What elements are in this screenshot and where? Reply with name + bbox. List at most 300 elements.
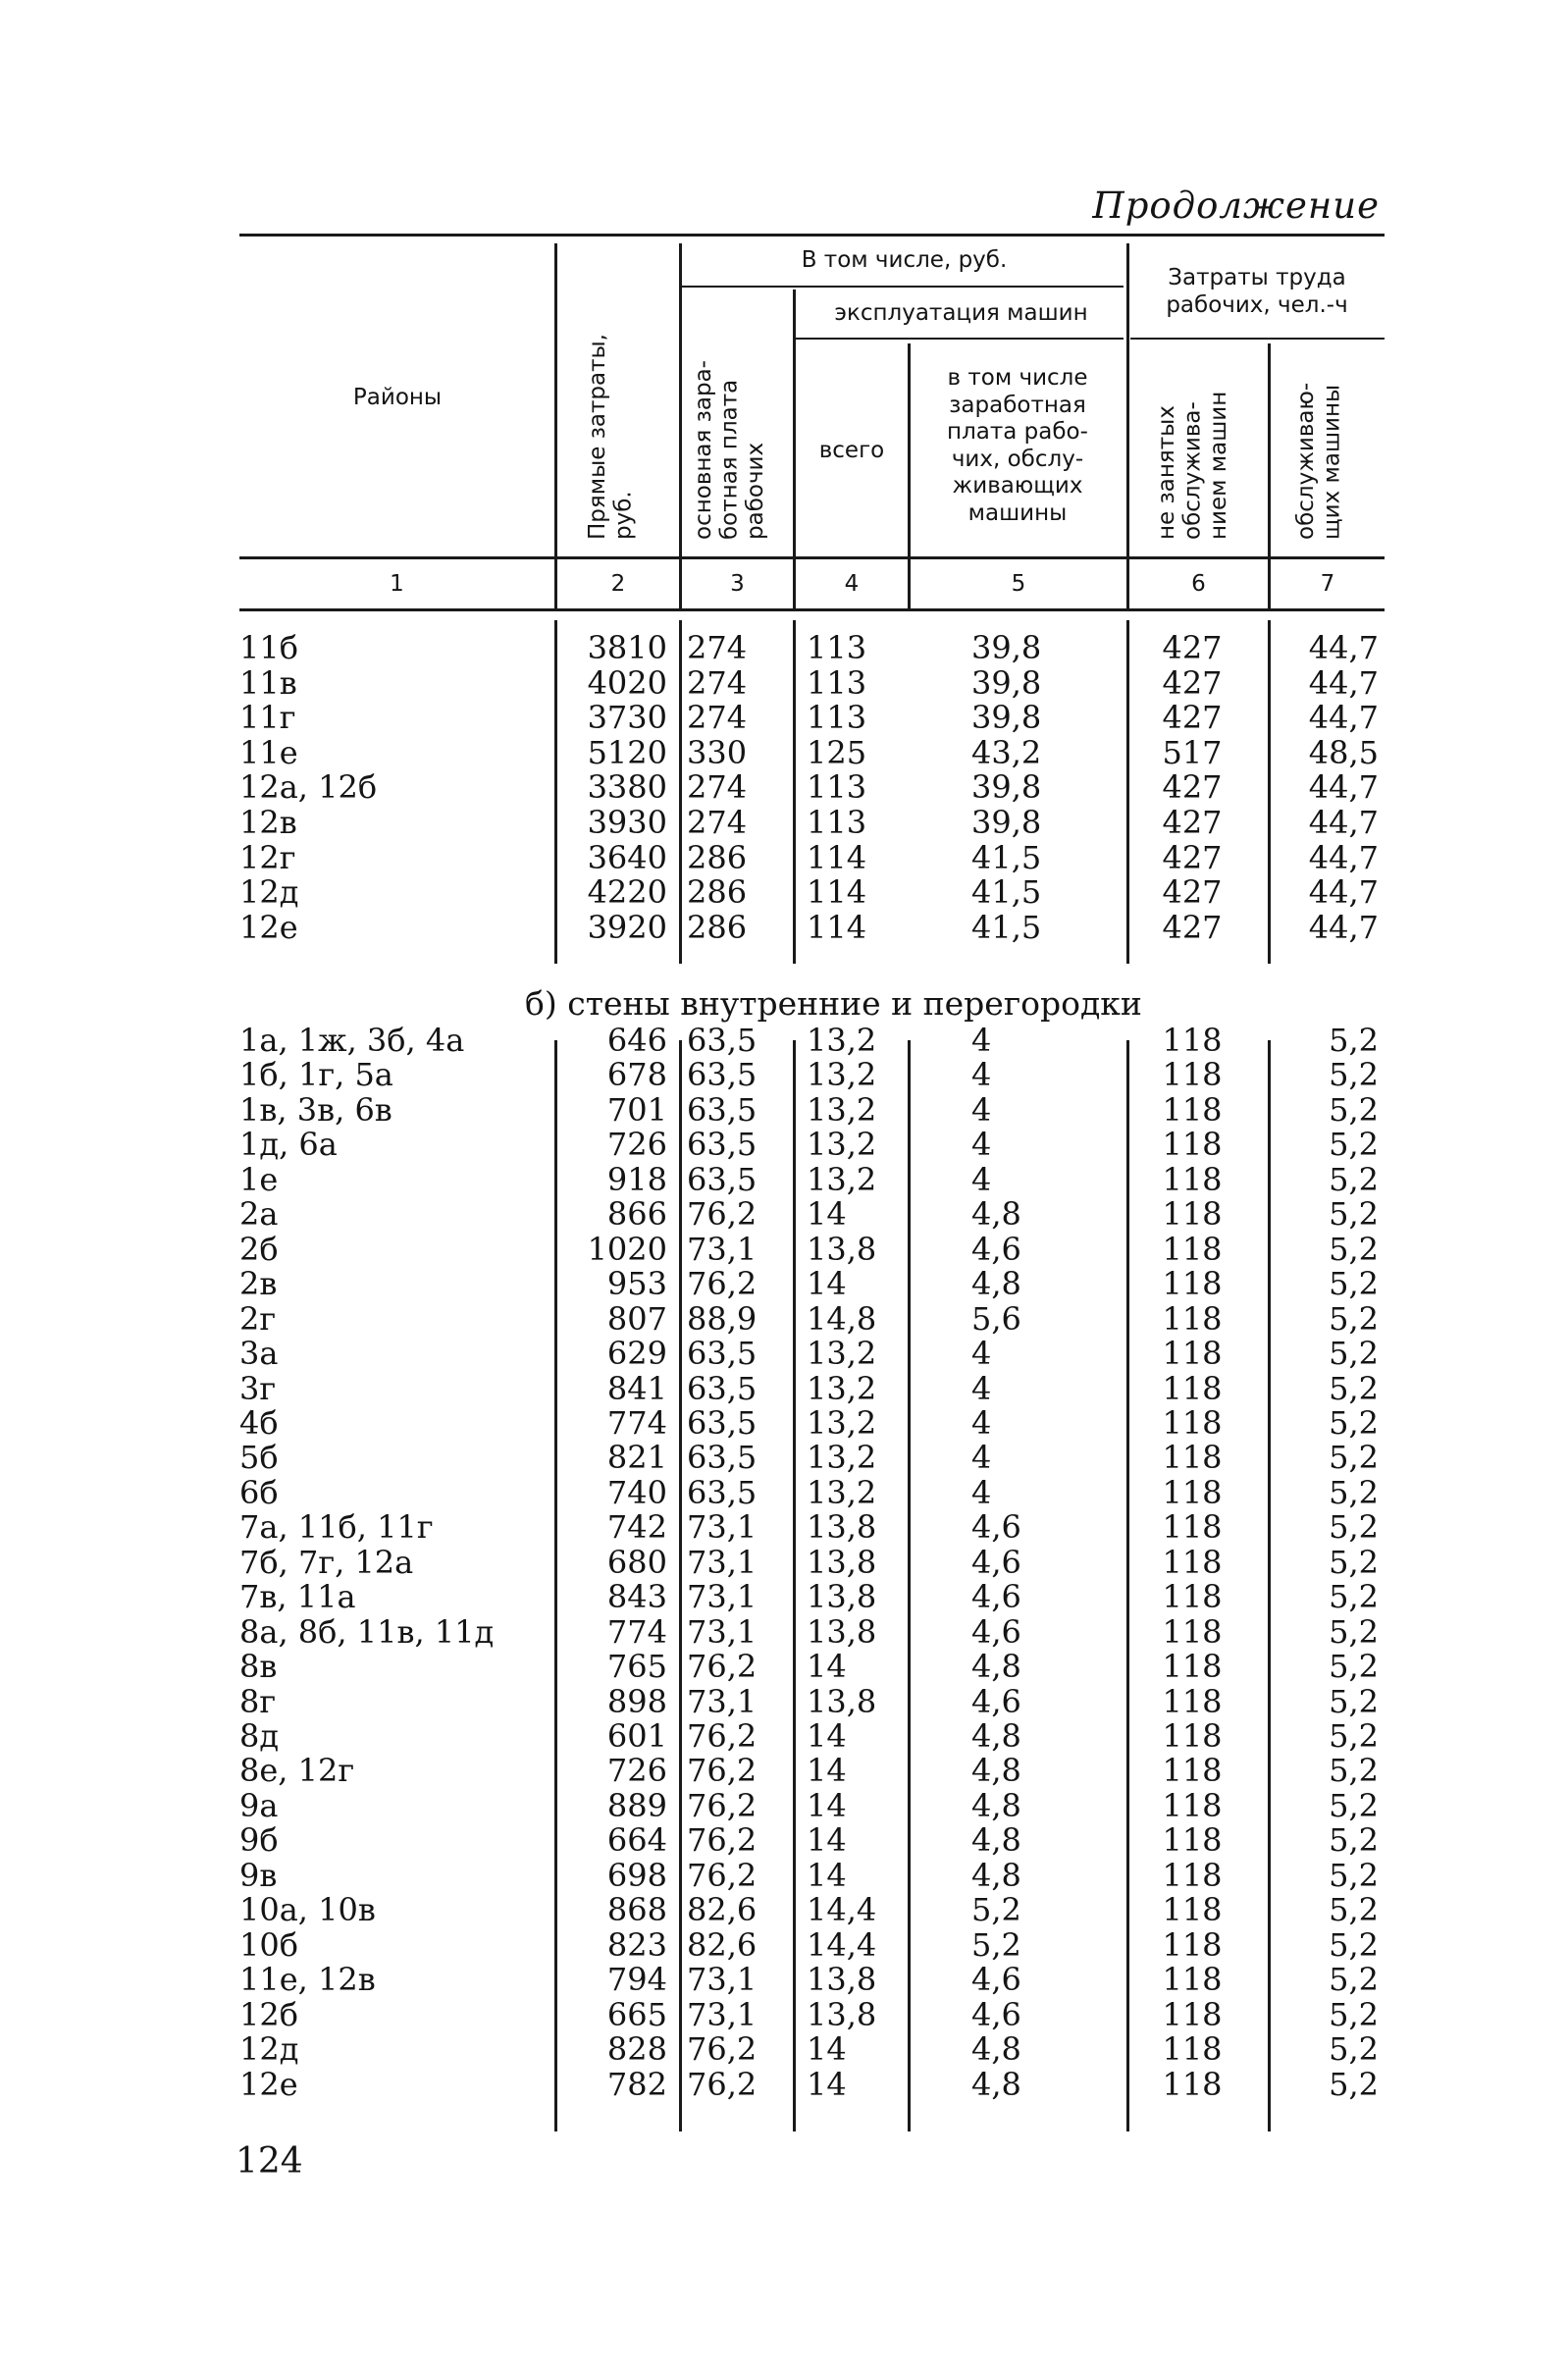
- base-wages-cell: 76,2: [687, 1195, 758, 1234]
- region-cell: 11в: [239, 663, 297, 702]
- labor-not-employed-cell: 118: [1162, 1056, 1223, 1094]
- machine-total-cell: 14: [807, 1265, 847, 1303]
- machine-total-cell: 14: [807, 1821, 847, 1860]
- base-wages-cell: 63,5: [687, 1160, 758, 1198]
- labor-servicing-cell: 44,7: [1308, 804, 1379, 841]
- labor-not-employed-cell: 118: [1162, 1682, 1223, 1720]
- machine-wages-cell: 4,6: [971, 1508, 1021, 1547]
- base-wages-cell: 274: [687, 629, 748, 666]
- header-machine-operation: эксплуатация машин: [834, 300, 1088, 326]
- labor-not-employed-cell: 118: [1162, 1856, 1223, 1894]
- labor-servicing-cell: 5,2: [1329, 1056, 1379, 1094]
- region-cell: 8е, 12г: [239, 1752, 355, 1790]
- region-cell: 10б: [239, 1925, 298, 1964]
- base-wages-cell: 63,5: [687, 1126, 758, 1164]
- region-cell: 1д, 6а: [239, 1126, 338, 1164]
- labor-not-employed-cell: 427: [1162, 838, 1223, 876]
- machine-wages-cell: 4,6: [971, 1578, 1021, 1616]
- region-cell: 8а, 8б, 11в, 11д: [239, 1612, 495, 1651]
- machine-total-cell: 14,8: [807, 1299, 877, 1338]
- region-cell: 11г: [239, 699, 296, 737]
- direct-costs-cell: 843: [606, 1578, 667, 1616]
- labor-not-employed-cell: 118: [1162, 1961, 1223, 1999]
- base-wages-cell: 76,2: [687, 1786, 758, 1824]
- base-wages-cell: 76,2: [687, 2065, 758, 2103]
- machine-total-cell: 13,2: [807, 1369, 877, 1407]
- direct-costs-cell: 889: [606, 1786, 667, 1824]
- table-row: [0, 1232, 1568, 1267]
- table-row: [0, 1892, 1568, 1927]
- header-labor: Затраты труда рабочих, чел.-ч: [1166, 265, 1348, 318]
- machine-wages-cell: 4: [971, 1473, 992, 1511]
- machine-total-cell: 114: [807, 838, 867, 876]
- machine-total-cell: 14: [807, 1717, 847, 1755]
- base-wages-cell: 76,2: [687, 2030, 758, 2069]
- machine-wages-cell: 5,2: [971, 1891, 1021, 1929]
- labor-not-employed-cell: 517: [1162, 733, 1223, 771]
- table-row: [0, 1997, 1568, 2032]
- labor-not-employed-cell: 118: [1162, 1786, 1223, 1824]
- labor-not-employed-cell: 118: [1162, 1473, 1223, 1511]
- labor-servicing-cell: 5,2: [1329, 1126, 1379, 1164]
- direct-costs-cell: 918: [606, 1160, 667, 1198]
- labor-servicing-cell: 5,2: [1329, 2065, 1379, 2103]
- machine-total-cell: 13,2: [807, 1022, 877, 1059]
- base-wages-cell: 76,2: [687, 1648, 758, 1686]
- labor-not-employed-cell: 118: [1162, 1508, 1223, 1547]
- labor-not-employed-cell: 118: [1162, 1299, 1223, 1338]
- labor-not-employed-cell: 118: [1162, 1543, 1223, 1581]
- base-wages-cell: 73,1: [687, 1578, 758, 1616]
- region-cell: 4б: [239, 1403, 279, 1442]
- machine-total-cell: 14: [807, 2065, 847, 2103]
- labor-not-employed-cell: 118: [1162, 1439, 1223, 1477]
- table-row: [0, 1371, 1568, 1406]
- region-cell: 12г: [239, 838, 296, 876]
- table-row: [0, 1162, 1568, 1197]
- machine-total-cell: 13,8: [807, 1682, 877, 1720]
- direct-costs-cell: 665: [606, 1995, 667, 2033]
- labor-not-employed-cell: 118: [1162, 1090, 1223, 1129]
- table-row: [0, 769, 1568, 805]
- direct-costs-cell: 794: [606, 1961, 667, 1999]
- header-divider-3: [793, 289, 796, 611]
- labor-not-employed-cell: 118: [1162, 1126, 1223, 1164]
- machine-wages-cell: 4,8: [971, 2030, 1021, 2069]
- table-row: [0, 1475, 1568, 1510]
- labor-not-employed-cell: 118: [1162, 2030, 1223, 2069]
- direct-costs-cell: 898: [606, 1682, 667, 1720]
- machine-total-cell: 13,8: [807, 1508, 877, 1547]
- region-cell: 10а, 10в: [239, 1891, 376, 1929]
- column-number-1: 1: [390, 571, 404, 597]
- labor-servicing-cell: 5,2: [1329, 1961, 1379, 1999]
- table-row: [0, 1822, 1568, 1858]
- table-row: [0, 1614, 1568, 1650]
- machine-wages-cell: 4,8: [971, 1856, 1021, 1894]
- region-cell: 3а: [239, 1335, 279, 1373]
- labor-servicing-cell: 5,2: [1329, 1403, 1379, 1442]
- header-incl-wages: в том числе заработная плата рабо-чих, обслу-живающих машины: [947, 365, 1088, 526]
- labor-not-employed-cell: 118: [1162, 1717, 1223, 1755]
- region-cell: 12а, 12б: [239, 768, 378, 807]
- region-cell: 9а: [239, 1786, 279, 1824]
- direct-costs-cell: 726: [606, 1126, 667, 1164]
- machine-total-cell: 14,4: [807, 1925, 877, 1964]
- labor-not-employed-cell: 118: [1162, 1022, 1223, 1059]
- machine-wages-cell: 5,2: [971, 1925, 1021, 1964]
- machine-total-cell: 14: [807, 2030, 847, 2069]
- machine-total-cell: 14: [807, 1648, 847, 1686]
- machine-wages-cell: 4,6: [971, 1995, 1021, 2033]
- base-wages-cell: 76,2: [687, 1752, 758, 1790]
- column-number-5: 5: [1011, 571, 1026, 597]
- region-cell: 2г: [239, 1299, 277, 1338]
- machine-wages-cell: 4: [971, 1090, 992, 1129]
- table-row: [0, 1057, 1568, 1092]
- labor-servicing-cell: 5,2: [1329, 1022, 1379, 1059]
- machine-total-cell: 13,8: [807, 1961, 877, 1999]
- region-cell: 12е: [239, 908, 298, 946]
- direct-costs-cell: 807: [606, 1299, 667, 1338]
- direct-costs-cell: 774: [606, 1403, 667, 1442]
- region-cell: 12б: [239, 1995, 298, 2033]
- labor-not-employed-cell: 118: [1162, 1195, 1223, 1234]
- labor-not-employed-cell: 118: [1162, 2065, 1223, 2103]
- table-row: [0, 1684, 1568, 1719]
- base-wages-cell: 63,5: [687, 1473, 758, 1511]
- table-row: [0, 1858, 1568, 1893]
- header-divider-1: [554, 243, 557, 611]
- base-wages-cell: 82,6: [687, 1925, 758, 1964]
- labor-servicing-cell: 48,5: [1308, 733, 1379, 771]
- direct-costs-cell: 646: [606, 1022, 667, 1059]
- region-cell: 9б: [239, 1821, 279, 1860]
- labor-servicing-cell: 5,2: [1329, 1752, 1379, 1790]
- machine-wages-cell: 4: [971, 1126, 992, 1164]
- region-cell: 2б: [239, 1230, 279, 1268]
- labor-not-employed-cell: 427: [1162, 699, 1223, 737]
- machine-wages-cell: 41,5: [971, 908, 1042, 946]
- region-cell: 8в: [239, 1648, 278, 1686]
- table-row: [0, 1962, 1568, 1997]
- table-row: [0, 700, 1568, 735]
- direct-costs-cell: 629: [606, 1335, 667, 1373]
- machine-wages-cell: 39,8: [971, 663, 1042, 702]
- machine-wages-cell: 4: [971, 1160, 992, 1198]
- machine-total-cell: 113: [807, 629, 867, 666]
- labor-servicing-cell: 5,2: [1329, 1891, 1379, 1929]
- page-number: 124: [235, 2141, 303, 2182]
- base-wages-cell: 63,5: [687, 1335, 758, 1373]
- base-wages-cell: 63,5: [687, 1369, 758, 1407]
- region-cell: 9в: [239, 1856, 278, 1894]
- labor-servicing-cell: 44,7: [1308, 699, 1379, 737]
- table-row: [0, 1127, 1568, 1162]
- header-base-wages: основная зара-ботная плата рабочих: [691, 360, 768, 540]
- labor-not-employed-cell: 118: [1162, 1648, 1223, 1686]
- machine-wages-cell: 4,8: [971, 1195, 1021, 1234]
- machine-wages-cell: 4: [971, 1022, 992, 1059]
- region-cell: 12д: [239, 2030, 299, 2069]
- labor-servicing-cell: 5,2: [1329, 1856, 1379, 1894]
- table-row: [0, 805, 1568, 840]
- machine-wages-cell: 4,8: [971, 1786, 1021, 1824]
- table-row: [0, 2067, 1568, 2102]
- header-servicing: обслуживаю-щих машины: [1293, 382, 1345, 540]
- direct-costs-cell: 701: [606, 1090, 667, 1129]
- base-wages-cell: 63,5: [687, 1439, 758, 1477]
- labor-not-employed-cell: 427: [1162, 768, 1223, 807]
- labor-not-employed-cell: 427: [1162, 804, 1223, 841]
- header-bottom-rule: [239, 556, 1385, 559]
- base-wages-cell: 73,1: [687, 1508, 758, 1547]
- machine-total-cell: 113: [807, 699, 867, 737]
- machine-total-cell: 14: [807, 1752, 847, 1790]
- base-wages-cell: 274: [687, 804, 748, 841]
- header-divider-2: [679, 243, 682, 611]
- direct-costs-cell: 868: [606, 1891, 667, 1929]
- table-row: [0, 1579, 1568, 1614]
- page-header: Продолжение: [1092, 184, 1380, 227]
- region-cell: 8д: [239, 1717, 280, 1755]
- labor-servicing-cell: 5,2: [1329, 1508, 1379, 1547]
- machine-total-cell: 14: [807, 1786, 847, 1824]
- region-cell: 7а, 11б, 11г: [239, 1508, 434, 1547]
- machine-total-cell: 114: [807, 873, 867, 912]
- machine-wages-cell: 4,8: [971, 1648, 1021, 1686]
- table-top-rule: [239, 234, 1385, 237]
- table-row: [0, 1753, 1568, 1788]
- labor-servicing-cell: 5,2: [1329, 1160, 1379, 1198]
- table-row: [0, 735, 1568, 770]
- labor-not-employed-cell: 427: [1162, 663, 1223, 702]
- direct-costs-cell: 698: [606, 1856, 667, 1894]
- machine-wages-cell: 4,8: [971, 1821, 1021, 1860]
- direct-costs-cell: 828: [606, 2030, 667, 2069]
- labor-not-employed-cell: 118: [1162, 1230, 1223, 1268]
- machine-wages-cell: 4,6: [971, 1612, 1021, 1651]
- labor-servicing-cell: 5,2: [1329, 1648, 1379, 1686]
- machine-wages-cell: 4,6: [971, 1682, 1021, 1720]
- machine-total-cell: 113: [807, 768, 867, 807]
- labor-not-employed-cell: 118: [1162, 1403, 1223, 1442]
- labor-not-employed-cell: 118: [1162, 1578, 1223, 1616]
- direct-costs-cell: 821: [606, 1439, 667, 1477]
- base-wages-cell: 73,1: [687, 1543, 758, 1581]
- labor-servicing-cell: 5,2: [1329, 1682, 1379, 1720]
- machine-total-cell: 13,2: [807, 1335, 877, 1373]
- header-including: В том числе, руб.: [801, 247, 1008, 273]
- table-row: [0, 2031, 1568, 2067]
- labor-not-employed-cell: 118: [1162, 1995, 1223, 2033]
- table-row: [0, 874, 1568, 910]
- direct-costs-cell: 4020: [587, 663, 667, 702]
- labor-servicing-cell: 5,2: [1329, 1195, 1379, 1234]
- labor-not-employed-cell: 427: [1162, 873, 1223, 912]
- table-row: [0, 1196, 1568, 1232]
- machine-wages-cell: 41,5: [971, 873, 1042, 912]
- direct-costs-cell: 765: [606, 1648, 667, 1686]
- machine-total-cell: 13,8: [807, 1578, 877, 1616]
- machine-total-cell: 14: [807, 1856, 847, 1894]
- machine-total-cell: 13,8: [807, 1230, 877, 1268]
- table-row: [0, 1649, 1568, 1684]
- direct-costs-cell: 3920: [587, 908, 667, 946]
- base-wages-cell: 274: [687, 699, 748, 737]
- direct-costs-cell: 866: [606, 1195, 667, 1234]
- direct-costs-cell: 5120: [587, 733, 667, 771]
- region-cell: 11е: [239, 733, 298, 771]
- base-wages-cell: 76,2: [687, 1717, 758, 1755]
- base-wages-cell: 76,2: [687, 1856, 758, 1894]
- labor-servicing-cell: 5,2: [1329, 1543, 1379, 1581]
- labor-servicing-cell: 5,2: [1329, 1335, 1379, 1373]
- region-cell: 12е: [239, 2065, 298, 2103]
- labor-not-employed-cell: 118: [1162, 1265, 1223, 1303]
- machine-total-cell: 13,2: [807, 1439, 877, 1477]
- machine-wages-cell: 4,6: [971, 1230, 1021, 1268]
- region-cell: 1б, 1г, 5а: [239, 1056, 393, 1094]
- base-wages-cell: 73,1: [687, 1995, 758, 2033]
- table-row: [0, 1718, 1568, 1754]
- region-cell: 6б: [239, 1473, 279, 1511]
- table-row: [0, 1023, 1568, 1058]
- labor-not-employed-cell: 118: [1162, 1612, 1223, 1651]
- machine-operation-under-rule: [795, 338, 1124, 340]
- region-cell: 3г: [239, 1369, 277, 1407]
- section-b-title: б) стены внутренние и перегородки: [525, 984, 1142, 1023]
- table-row: [0, 1545, 1568, 1580]
- machine-total-cell: 13,8: [807, 1612, 877, 1651]
- region-cell: 8г: [239, 1682, 277, 1720]
- labor-not-employed-cell: 118: [1162, 1752, 1223, 1790]
- base-wages-cell: 63,5: [687, 1403, 758, 1442]
- labor-not-employed-cell: 118: [1162, 1821, 1223, 1860]
- labor-servicing-cell: 5,2: [1329, 1717, 1379, 1755]
- machine-wages-cell: 4: [971, 1403, 992, 1442]
- column-number-7: 7: [1320, 571, 1335, 597]
- labor-servicing-cell: 5,2: [1329, 1230, 1379, 1268]
- machine-total-cell: 14,4: [807, 1891, 877, 1929]
- machine-wages-cell: 4,6: [971, 1961, 1021, 1999]
- machine-wages-cell: 4,8: [971, 1265, 1021, 1303]
- machine-total-cell: 14: [807, 1195, 847, 1234]
- table-row: [0, 1301, 1568, 1337]
- machine-total-cell: 125: [807, 733, 867, 771]
- base-wages-cell: 63,5: [687, 1090, 758, 1129]
- direct-costs-cell: 601: [606, 1717, 667, 1755]
- labor-servicing-cell: 5,2: [1329, 2030, 1379, 2069]
- labor-servicing-cell: 5,2: [1329, 1995, 1379, 2033]
- base-wages-cell: 286: [687, 838, 748, 876]
- region-cell: 1е: [239, 1160, 279, 1198]
- machine-total-cell: 13,8: [807, 1543, 877, 1581]
- table-row: [0, 630, 1568, 665]
- region-cell: 1а, 1ж, 3б, 4а: [239, 1022, 465, 1059]
- base-wages-cell: 274: [687, 768, 748, 807]
- table-row: [0, 1440, 1568, 1475]
- machine-wages-cell: 4,8: [971, 1752, 1021, 1790]
- machine-wages-cell: 4,6: [971, 1543, 1021, 1581]
- base-wages-cell: 76,2: [687, 1821, 758, 1860]
- column-number-2: 2: [610, 571, 626, 597]
- including-under-rule: [679, 286, 1124, 288]
- region-cell: 2а: [239, 1195, 279, 1234]
- base-wages-cell: 274: [687, 663, 748, 702]
- base-wages-cell: 73,1: [687, 1230, 758, 1268]
- table-row: [0, 1509, 1568, 1545]
- labor-not-employed-cell: 427: [1162, 908, 1223, 946]
- direct-costs-cell: 742: [606, 1508, 667, 1547]
- base-wages-cell: 286: [687, 908, 748, 946]
- machine-total-cell: 113: [807, 663, 867, 702]
- base-wages-cell: 73,1: [687, 1612, 758, 1651]
- base-wages-cell: 76,2: [687, 1265, 758, 1303]
- labor-servicing-cell: 5,2: [1329, 1612, 1379, 1651]
- machine-total-cell: 13,2: [807, 1160, 877, 1198]
- labor-servicing-cell: 44,7: [1308, 838, 1379, 876]
- machine-wages-cell: 4: [971, 1369, 992, 1407]
- region-cell: 5б: [239, 1439, 279, 1477]
- base-wages-cell: 88,9: [687, 1299, 758, 1338]
- header-regions: Районы: [352, 385, 443, 410]
- machine-wages-cell: 43,2: [971, 733, 1042, 771]
- labor-not-employed-cell: 118: [1162, 1369, 1223, 1407]
- labor-servicing-cell: 5,2: [1329, 1473, 1379, 1511]
- labor-not-employed-cell: 427: [1162, 629, 1223, 666]
- machine-wages-cell: 4: [971, 1439, 992, 1477]
- labor-servicing-cell: 5,2: [1329, 1369, 1379, 1407]
- direct-costs-cell: 823: [606, 1925, 667, 1964]
- labor-servicing-cell: 5,2: [1329, 1786, 1379, 1824]
- machine-wages-cell: 39,8: [971, 768, 1042, 807]
- machine-total-cell: 13,8: [807, 1995, 877, 2033]
- column-number-6: 6: [1191, 571, 1206, 597]
- base-wages-cell: 330: [687, 733, 748, 771]
- table-row: [0, 1336, 1568, 1371]
- region-cell: 11б: [239, 629, 298, 666]
- table-row: [0, 840, 1568, 875]
- direct-costs-cell: 726: [606, 1752, 667, 1790]
- header-direct-costs: Прямые затраты, руб.: [585, 334, 637, 540]
- base-wages-cell: 63,5: [687, 1056, 758, 1094]
- region-cell: 7б, 7г, 12а: [239, 1543, 414, 1581]
- table-row: [0, 1927, 1568, 1963]
- machine-wages-cell: 41,5: [971, 838, 1042, 876]
- labor-not-employed-cell: 118: [1162, 1891, 1223, 1929]
- header-total: всего: [818, 438, 885, 463]
- machine-wages-cell: 39,8: [971, 804, 1042, 841]
- labor-not-employed-cell: 118: [1162, 1160, 1223, 1198]
- machine-total-cell: 13,2: [807, 1090, 877, 1129]
- direct-costs-cell: 774: [606, 1612, 667, 1651]
- base-wages-cell: 82,6: [687, 1891, 758, 1929]
- labor-not-employed-cell: 118: [1162, 1925, 1223, 1964]
- column-number-3: 3: [730, 571, 745, 597]
- labor-servicing-cell: 44,7: [1308, 873, 1379, 912]
- table-row: [0, 1266, 1568, 1301]
- labor-not-employed-cell: 118: [1162, 1335, 1223, 1373]
- machine-wages-cell: 4: [971, 1056, 992, 1094]
- table-row: [0, 665, 1568, 701]
- region-cell: 11е, 12в: [239, 1961, 376, 1999]
- labor-servicing-cell: 5,2: [1329, 1578, 1379, 1616]
- machine-wages-cell: 4: [971, 1335, 992, 1373]
- direct-costs-cell: 664: [606, 1821, 667, 1860]
- machine-total-cell: 113: [807, 804, 867, 841]
- base-wages-cell: 286: [687, 873, 748, 912]
